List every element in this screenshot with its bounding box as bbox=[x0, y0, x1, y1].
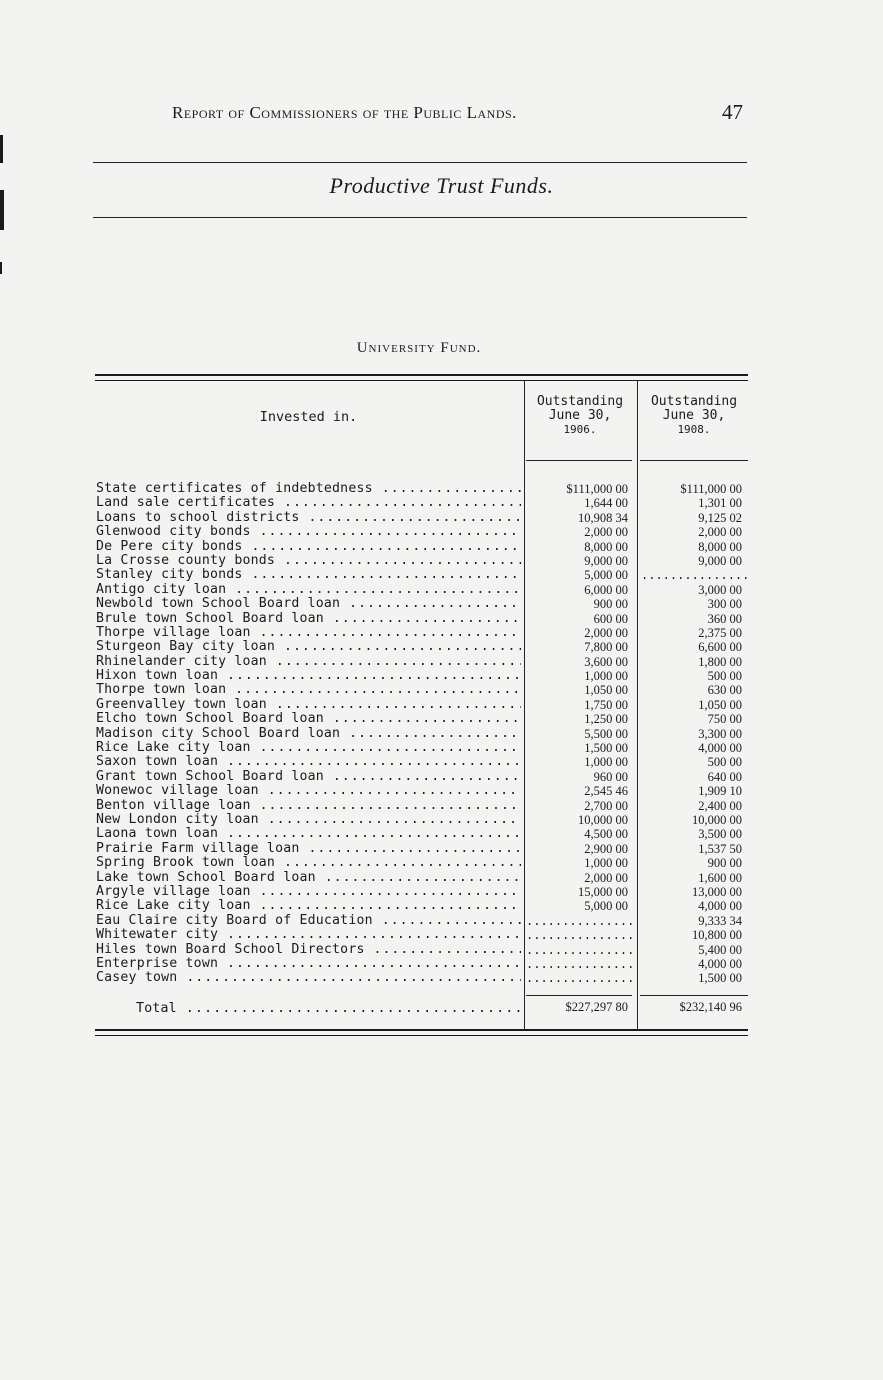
row-label: Saxon town loan ..... bbox=[96, 755, 521, 769]
value-1908: 8,000 00 bbox=[698, 539, 742, 554]
row-label: Whitewater city ..... bbox=[96, 928, 521, 942]
value-1906: 1,250 00 bbox=[584, 712, 628, 727]
value-1908: 4,000 00 bbox=[698, 741, 742, 756]
table-row bbox=[96, 597, 748, 611]
row-label: Greenvalley town loan ..... bbox=[96, 698, 521, 712]
value-1908: 5,400 00 bbox=[698, 942, 742, 957]
value-1906: 7,800 00 bbox=[584, 640, 628, 655]
table-row bbox=[96, 943, 748, 957]
column-header-1908 bbox=[639, 395, 749, 437]
header-underline bbox=[526, 460, 632, 461]
row-label: Hiles town Board School Directors ..... bbox=[96, 943, 521, 957]
value-1906: 2,545 46 bbox=[584, 784, 628, 799]
value-1908: 1,050 00 bbox=[698, 697, 742, 712]
row-label: Grant town School Board loan ..... bbox=[96, 770, 521, 784]
table-row bbox=[96, 683, 748, 697]
row-label: Eau Claire city Board of Education ..... bbox=[96, 914, 521, 928]
value-1908: 10,800 00 bbox=[692, 928, 742, 943]
table-body bbox=[96, 482, 748, 986]
value-1908: 4,000 00 bbox=[698, 956, 742, 971]
value-1908: 1,909 10 bbox=[698, 784, 742, 799]
row-label: State certificates of indebtedness ..... bbox=[96, 482, 521, 496]
table-row bbox=[96, 540, 748, 554]
value-1906: ............... bbox=[526, 942, 635, 957]
value-1906: 9,000 00 bbox=[584, 553, 628, 568]
table-row bbox=[96, 928, 748, 942]
table-row bbox=[96, 755, 748, 769]
row-label: Enterprise town ..... bbox=[96, 957, 521, 971]
value-1908: 2,400 00 bbox=[698, 798, 742, 813]
row-label: Newbold town School Board loan ..... bbox=[96, 597, 521, 611]
value-1906: 4,500 00 bbox=[584, 827, 628, 842]
row-label: Rice Lake city loan ..... bbox=[96, 741, 521, 755]
running-head: Report of Commissioners of the Public Lands. bbox=[172, 103, 517, 122]
column-header-line: Outstanding bbox=[536, 394, 624, 409]
row-label: Hixon town loan ..... bbox=[96, 669, 521, 683]
value-1906: 15,000 00 bbox=[578, 884, 628, 899]
row-label: Stanley city bonds ..... bbox=[96, 568, 521, 582]
table-row bbox=[96, 698, 748, 712]
value-1906: 1,000 00 bbox=[584, 669, 628, 684]
table-row bbox=[96, 482, 748, 496]
section-title: Productive Trust Funds. bbox=[329, 173, 554, 198]
row-label: Thorpe village loan ..... bbox=[96, 626, 521, 640]
value-1906: 1,050 00 bbox=[584, 683, 628, 698]
table-row bbox=[96, 770, 748, 784]
table-row bbox=[96, 899, 748, 913]
value-1906: 960 00 bbox=[593, 769, 628, 784]
table-row bbox=[96, 655, 748, 669]
table-row bbox=[96, 914, 748, 928]
value-1906: 5,000 00 bbox=[584, 899, 628, 914]
row-label: Rice Lake city loan ..... bbox=[96, 899, 521, 913]
row-label: Lake town School Board loan ..... bbox=[96, 871, 521, 885]
value-1906: 1,000 00 bbox=[584, 755, 628, 770]
value-1906: 5,500 00 bbox=[584, 726, 628, 741]
value-1906: 900 00 bbox=[593, 597, 628, 612]
value-1906: 2,700 00 bbox=[584, 798, 628, 813]
table-bottom-rule bbox=[95, 1029, 748, 1036]
value-1906: ............... bbox=[526, 956, 635, 971]
table-row bbox=[96, 568, 748, 582]
value-1908: 3,500 00 bbox=[698, 827, 742, 842]
row-label: Loans to school districts ..... bbox=[96, 511, 521, 525]
row-label: Wonewoc village loan ..... bbox=[96, 784, 521, 798]
table-row bbox=[96, 871, 748, 885]
table-row bbox=[96, 669, 748, 683]
row-label: Rhinelander city loan ..... bbox=[96, 655, 521, 669]
table-row bbox=[96, 583, 748, 597]
table-row bbox=[96, 799, 748, 813]
value-1906: 6,000 00 bbox=[584, 582, 628, 597]
table-row bbox=[96, 496, 748, 510]
value-1908: 9,333 34 bbox=[698, 913, 742, 928]
table-row bbox=[96, 712, 748, 726]
table-row bbox=[96, 885, 748, 899]
table-row bbox=[96, 741, 748, 755]
value-1906: 10,000 00 bbox=[578, 812, 628, 827]
total-1906: $227,297 80 bbox=[565, 1000, 628, 1014]
value-1908: ............... bbox=[641, 568, 750, 583]
row-label: La Crosse county bonds ..... bbox=[96, 554, 521, 568]
row-label: Benton village loan ..... bbox=[96, 799, 521, 813]
row-label: De Pere city bonds ..... bbox=[96, 540, 521, 554]
value-1908: 1,301 00 bbox=[698, 496, 742, 511]
value-1908: 6,600 00 bbox=[698, 640, 742, 655]
total-rule bbox=[526, 995, 632, 996]
value-1906: ............... bbox=[526, 971, 635, 986]
header-underline bbox=[640, 460, 748, 461]
value-1908: 9,000 00 bbox=[698, 553, 742, 568]
table-row bbox=[96, 784, 748, 798]
value-1906: 600 00 bbox=[593, 611, 628, 626]
table-row bbox=[96, 525, 748, 539]
value-1908: 1,500 00 bbox=[698, 971, 742, 986]
row-label: Spring Brook town loan ..... bbox=[96, 856, 521, 870]
value-1908: 2,000 00 bbox=[698, 525, 742, 540]
value-1908: 1,600 00 bbox=[698, 870, 742, 885]
column-header-1906 bbox=[526, 395, 634, 437]
value-1908: 2,375 00 bbox=[698, 625, 742, 640]
table-row bbox=[96, 612, 748, 626]
value-1908: 360 00 bbox=[707, 611, 742, 626]
column-header-line: June 30, bbox=[662, 408, 726, 423]
row-label: Casey town ..... bbox=[96, 971, 521, 985]
value-1908: 1,537 50 bbox=[698, 841, 742, 856]
total-label: Total ..... bbox=[136, 1000, 521, 1016]
value-1908: 500 00 bbox=[707, 669, 742, 684]
value-1906: 2,000 00 bbox=[584, 525, 628, 540]
table-row bbox=[96, 827, 748, 841]
fund-title: University Fund. bbox=[356, 340, 482, 356]
row-label: Sturgeon Bay city loan ..... bbox=[96, 640, 521, 654]
value-1906: 1,500 00 bbox=[584, 741, 628, 756]
value-1906: ............... bbox=[526, 928, 635, 943]
value-1906: 3,600 00 bbox=[584, 654, 628, 669]
section-rule bbox=[93, 217, 747, 218]
value-1906: $111,000 00 bbox=[566, 482, 628, 496]
total-row bbox=[96, 1000, 748, 1016]
table-row bbox=[96, 842, 748, 856]
row-label: Prairie Farm village loan ..... bbox=[96, 842, 521, 856]
value-1906: 2,900 00 bbox=[584, 841, 628, 856]
value-1908: 300 00 bbox=[707, 597, 742, 612]
row-label: Antigo city loan ..... bbox=[96, 583, 521, 597]
table-row bbox=[96, 554, 748, 568]
value-1906: ............... bbox=[526, 913, 635, 928]
value-1906: 5,000 00 bbox=[584, 568, 628, 583]
value-1908: 3,300 00 bbox=[698, 726, 742, 741]
row-label: Argyle village loan ..... bbox=[96, 885, 521, 899]
row-label: Brule town School Board loan ..... bbox=[96, 612, 521, 626]
column-header-year: 1908. bbox=[677, 423, 711, 436]
header-rule bbox=[93, 162, 747, 163]
value-1906: 1,750 00 bbox=[584, 697, 628, 712]
row-label: Land sale certificates ..... bbox=[96, 496, 521, 510]
table-row bbox=[96, 957, 748, 971]
value-1906: 1,000 00 bbox=[584, 856, 628, 871]
scan-edge-mark bbox=[0, 135, 3, 163]
value-1908: 630 00 bbox=[707, 683, 742, 698]
total-rule bbox=[640, 995, 748, 996]
row-label: Madison city School Board loan ..... bbox=[96, 727, 521, 741]
table-row bbox=[96, 511, 748, 525]
table-row bbox=[96, 971, 748, 985]
value-1908: 1,800 00 bbox=[698, 654, 742, 669]
column-header-invested: Invested in. bbox=[259, 409, 358, 425]
value-1908: 750 00 bbox=[707, 712, 742, 727]
value-1908: 900 00 bbox=[707, 856, 742, 871]
value-1908: 500 00 bbox=[707, 755, 742, 770]
column-header-year: 1906. bbox=[563, 423, 597, 436]
value-1908: 9,125 02 bbox=[698, 510, 742, 525]
value-1906: 1,644 00 bbox=[584, 496, 628, 511]
total-1908: $232,140 96 bbox=[679, 1000, 742, 1014]
table-row bbox=[96, 813, 748, 827]
table-row bbox=[96, 727, 748, 741]
row-label: Glenwood city bonds ..... bbox=[96, 525, 521, 539]
table-row bbox=[96, 856, 748, 870]
value-1908: 4,000 00 bbox=[698, 899, 742, 914]
value-1908: 13,000 00 bbox=[692, 884, 742, 899]
page-number: 47 bbox=[722, 100, 743, 124]
table-row bbox=[96, 640, 748, 654]
scan-edge-mark bbox=[0, 262, 2, 274]
value-1906: 10,908 34 bbox=[578, 510, 628, 525]
row-label: Thorpe town loan ..... bbox=[96, 683, 521, 697]
row-label: New London city loan ..... bbox=[96, 813, 521, 827]
column-header-line: Outstanding bbox=[650, 394, 738, 409]
value-1908: $111,000 00 bbox=[680, 482, 742, 496]
row-label: Elcho town School Board loan ..... bbox=[96, 712, 521, 726]
table-row bbox=[96, 626, 748, 640]
value-1906: 2,000 00 bbox=[584, 625, 628, 640]
value-1908: 3,000 00 bbox=[698, 582, 742, 597]
row-label: Laona town loan ..... bbox=[96, 827, 521, 841]
value-1908: 10,000 00 bbox=[692, 812, 742, 827]
value-1906: 8,000 00 bbox=[584, 539, 628, 554]
table-top-rule bbox=[95, 374, 748, 381]
value-1908: 640 00 bbox=[707, 769, 742, 784]
column-header-line: June 30, bbox=[548, 408, 612, 423]
value-1906: 2,000 00 bbox=[584, 870, 628, 885]
